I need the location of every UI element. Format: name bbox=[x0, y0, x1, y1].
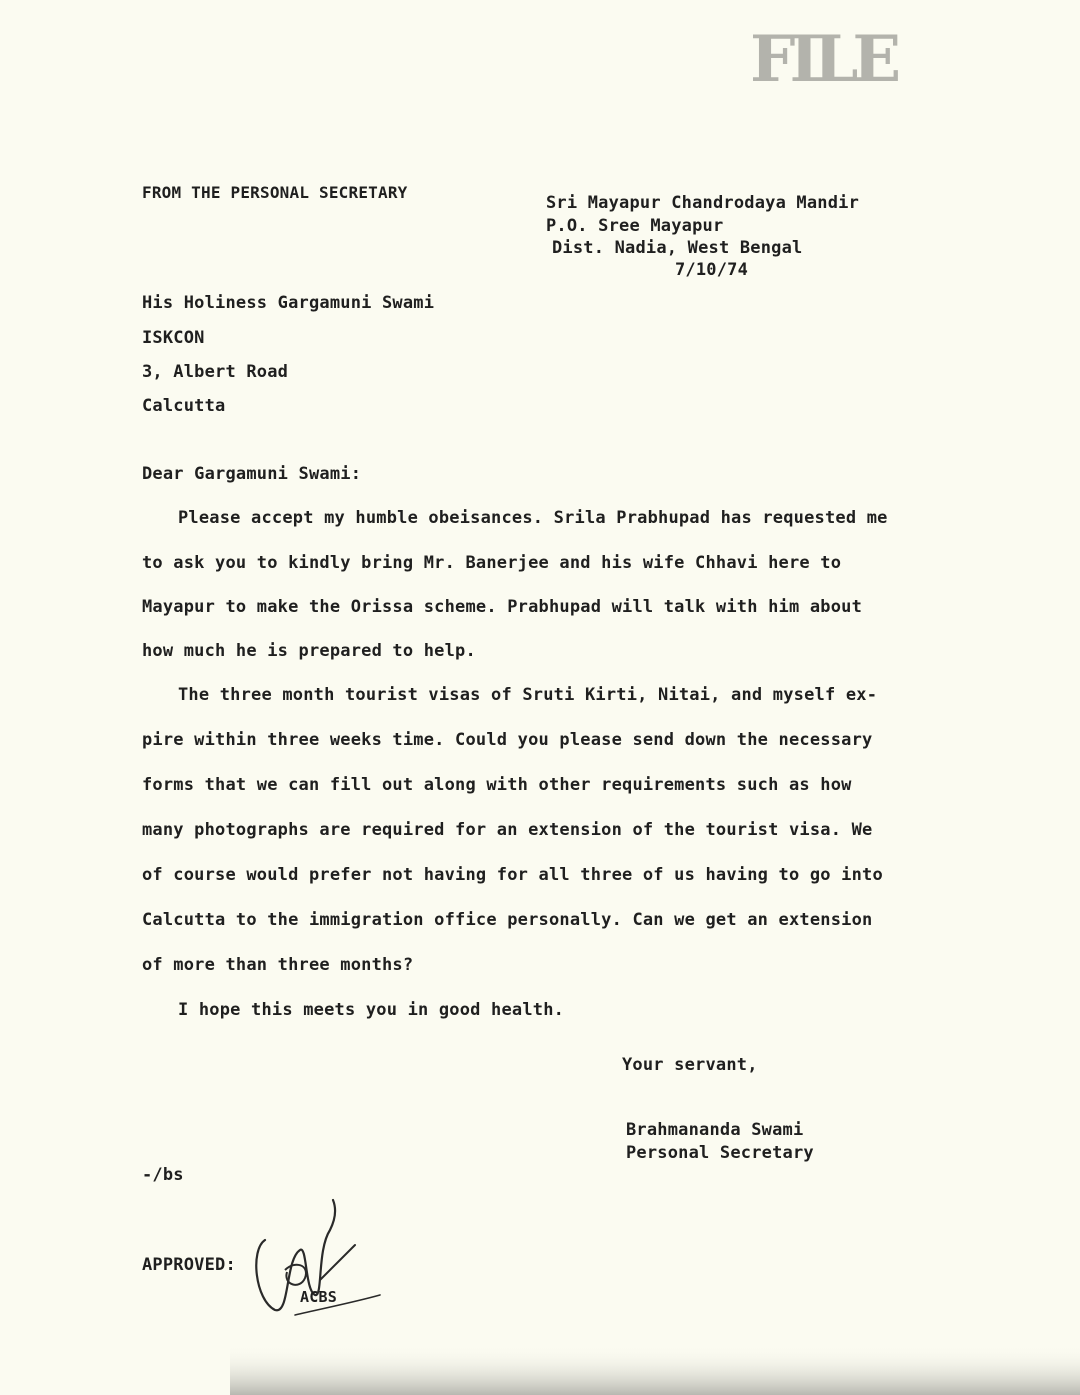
recipient-line: ISKCON bbox=[142, 328, 205, 348]
body-line: I hope this meets you in good health. bbox=[178, 1000, 565, 1020]
recipient-line: His Holiness Gargamuni Swami bbox=[142, 293, 435, 313]
approved-label: APPROVED: bbox=[142, 1255, 236, 1275]
address-line: P.O. Sree Mayapur bbox=[546, 216, 724, 236]
body-line: many photographs are required for an extension of the tourist visa. We bbox=[142, 820, 873, 840]
approved-initials: ACBS bbox=[300, 1288, 337, 1306]
body-line: Calcutta to the immigration office personally. Can we get an extension bbox=[142, 910, 873, 930]
body-line: how much he is prepared to help. bbox=[142, 641, 476, 661]
scan-noise-decoration bbox=[0, 1325, 1080, 1395]
body-line: to ask you to kindly bring Mr. Banerjee and his wife Chhavi here to bbox=[142, 553, 842, 573]
body-line: The three month tourist visas of Sruti Kirti, Nitai, and myself ex- bbox=[178, 685, 878, 705]
closing: Your servant, bbox=[622, 1055, 758, 1075]
file-stamp: FILE bbox=[750, 22, 896, 97]
recipient-line: 3, Albert Road bbox=[142, 362, 289, 382]
typist-initials: -/bs bbox=[142, 1165, 184, 1185]
from-line: FROM THE PERSONAL SECRETARY bbox=[142, 183, 408, 202]
body-line: of more than three months? bbox=[142, 955, 414, 975]
body-line: forms that we can fill out along with other requirements such as how bbox=[142, 775, 852, 795]
address-line: Sri Mayapur Chandrodaya Mandir bbox=[546, 193, 860, 213]
body-line: of course would prefer not having for all three of us having to go into bbox=[142, 865, 883, 885]
salutation: Dear Gargamuni Swami: bbox=[142, 464, 362, 484]
handwritten-signature bbox=[245, 1190, 395, 1330]
recipient-line: Calcutta bbox=[142, 396, 226, 416]
body-line: Mayapur to make the Orissa scheme. Prabhupad will talk with him about bbox=[142, 597, 863, 617]
letter-date: 7/10/74 bbox=[675, 260, 749, 280]
body-line: pire within three weeks time. Could you please send down the necessary bbox=[142, 730, 873, 750]
signer-title: Personal Secretary bbox=[626, 1143, 814, 1163]
signer-name: Brahmananda Swami bbox=[626, 1120, 804, 1140]
body-line: Please accept my humble obeisances. Srila Prabhupad has requested me bbox=[178, 508, 888, 528]
address-line: Dist. Nadia, West Bengal bbox=[552, 238, 803, 258]
